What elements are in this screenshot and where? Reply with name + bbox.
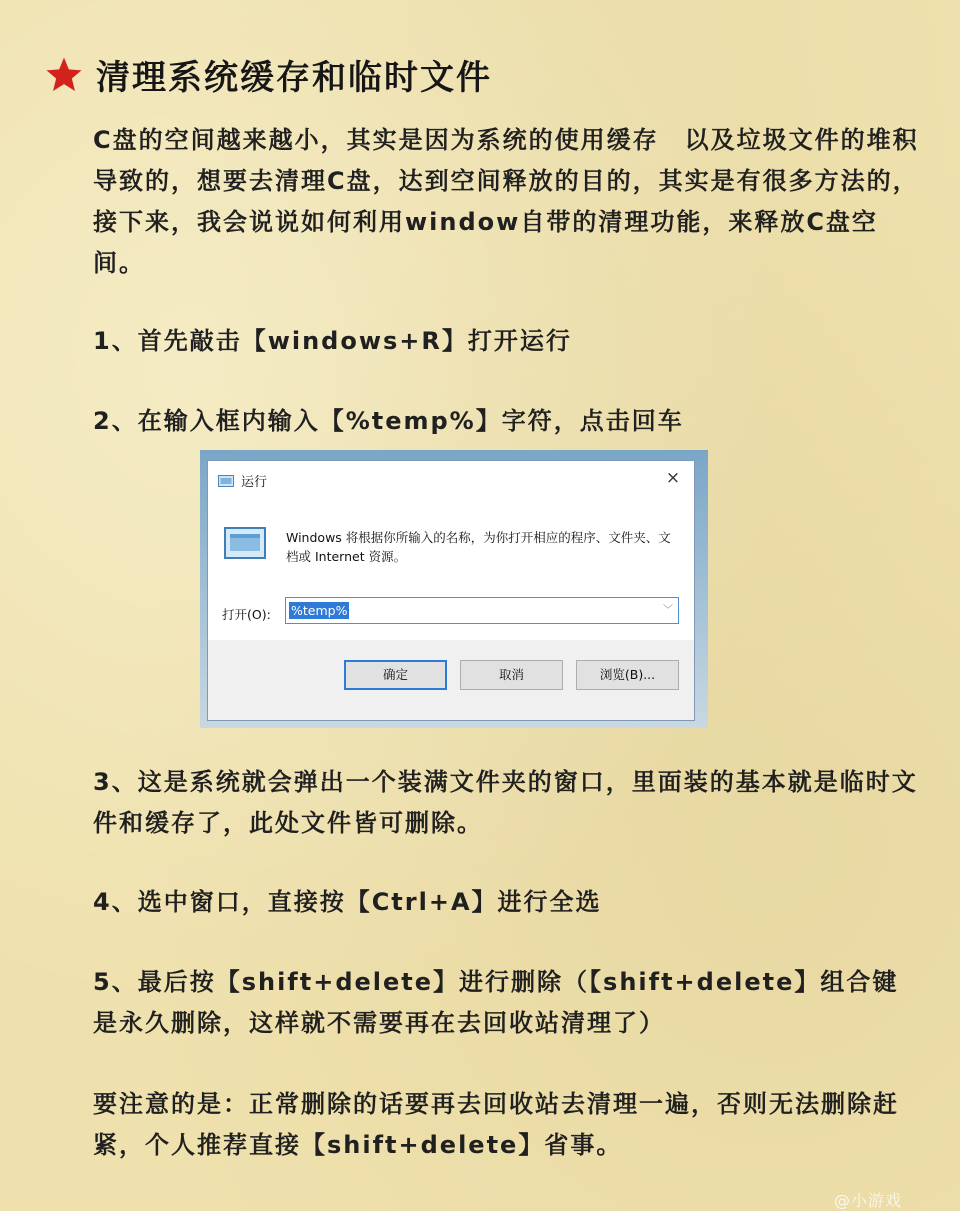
star-icon — [44, 55, 84, 95]
dialog-description: Windows 将根据你所输入的名称，为你打开相应的程序、文件夹、文档或 Internet 资源。 — [286, 530, 671, 564]
open-label: 打开(O): — [222, 607, 271, 622]
run-app-icon — [218, 475, 234, 487]
cancel-button[interactable]: 取消 — [460, 660, 563, 690]
run-dialog-screenshot — [200, 450, 708, 728]
intro-paragraph: C盘的空间越来越小，其实是因为系统的使用缓存 以及垃圾文件的堆积导致的，想要去清理C盘，达到空间释放的目的，其实是有很多方法的，接下来，我会说说如何利用window自带的清理功能，来释放C盘空间。 — [93, 126, 919, 277]
run-dialog — [207, 460, 695, 721]
step-3: 3、这是系统就会弹出一个装满文件夹的窗口，里面装的基本就是临时文件和缓存了，此处文件皆可删除。 — [93, 768, 918, 837]
step-1: 1、首先敲击【windows+R】打开运行 — [93, 327, 572, 355]
dialog-title: 运行 — [241, 475, 268, 490]
run-input[interactable] — [285, 597, 679, 624]
chevron-down-icon[interactable]: ﹀ — [663, 605, 673, 616]
watermark: @小游戏 — [834, 1191, 903, 1210]
title-row — [44, 50, 492, 99]
page-title: 清理系统缓存和临时文件 — [96, 58, 492, 98]
run-app-icon — [224, 527, 266, 559]
dialog-button-bar — [208, 640, 694, 720]
step-4: 4、选中窗口，直接按【Ctrl+A】进行全选 — [93, 888, 602, 916]
close-icon[interactable]: × — [665, 468, 681, 488]
step-2: 2、在输入框内输入【%temp%】字符，点击回车 — [93, 407, 684, 435]
run-input-value[interactable]: %temp% — [291, 603, 348, 618]
ok-button[interactable]: 确定 — [344, 660, 447, 690]
note-paragraph: 要注意的是：正常删除的话要再去回收站去清理一遍，否则无法删除赶紧，个人推荐直接【shift+delete】省事。 — [93, 1090, 899, 1159]
step-5: 5、最后按【shift+delete】进行删除（【shift+delete】组合键是永久删除，这样就不需要再在去回收站清理了） — [93, 968, 899, 1037]
dialog-titlebar — [218, 471, 267, 490]
browse-button[interactable]: 浏览(B)... — [576, 660, 679, 690]
